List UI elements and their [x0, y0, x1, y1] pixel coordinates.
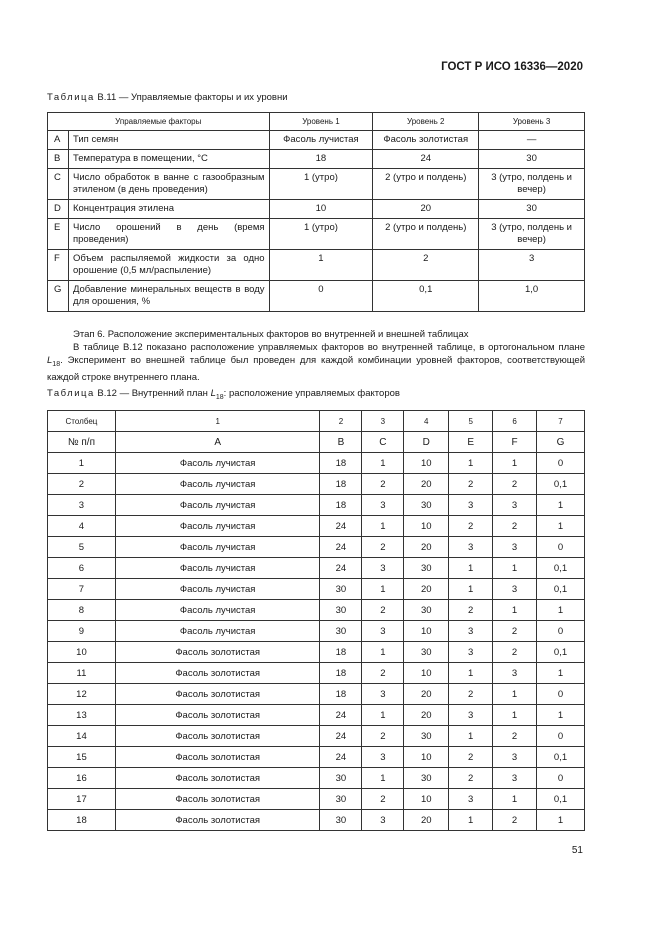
table-cell: 24 — [320, 726, 362, 747]
table-row — [48, 768, 585, 789]
table-cell: 30 — [404, 600, 449, 621]
table-row — [48, 453, 585, 474]
factor-name: Объем распыляемой жидкости за одно орошение (0,5 мл/распыление) — [68, 250, 269, 281]
table-cell: 3 — [449, 621, 493, 642]
table-cell: 2 — [449, 600, 493, 621]
table-cell: 1 — [493, 453, 537, 474]
table-cell: 0,1 — [537, 474, 585, 495]
table-cell: 1 — [362, 768, 404, 789]
stage-6-text — [47, 328, 585, 384]
table-row — [48, 219, 585, 250]
table-b11 — [47, 112, 585, 312]
table-cell: 30 — [320, 579, 362, 600]
table-cell: 30 — [320, 600, 362, 621]
table-cell: 3 — [362, 810, 404, 831]
table-cell: 3 — [493, 747, 537, 768]
table-cell: 3 — [493, 537, 537, 558]
table-cell: 20 — [404, 537, 449, 558]
table-cell: 0,1 — [537, 558, 585, 579]
caption-prefix: Таблица — [47, 92, 95, 103]
table-cell: 24 — [320, 747, 362, 768]
table-cell: 3 — [493, 495, 537, 516]
caption-subscript: 18 — [215, 393, 224, 401]
table-cell: 1 — [537, 663, 585, 684]
table-cell: 2 — [493, 810, 537, 831]
table-b12-column-numbers — [48, 411, 585, 432]
table-row — [48, 663, 585, 684]
table-b11-caption — [47, 92, 288, 103]
table-cell: 3 — [48, 495, 116, 516]
factor-name: Число обработок в ванне с газообразным этиленом (в день проведения) — [68, 169, 269, 200]
level-3-value: 3 (утро, полдень и вечер) — [479, 219, 585, 250]
table-cell: 11 — [48, 663, 116, 684]
table-b12 — [47, 410, 585, 831]
table-row — [48, 150, 585, 169]
table-cell: 30 — [404, 558, 449, 579]
table-cell: 2 — [362, 726, 404, 747]
table-cell: 30 — [404, 726, 449, 747]
caption-pre: B.12 — Внутренний план — [94, 388, 211, 399]
table-cell: 1 — [449, 810, 493, 831]
table-cell: 2 — [493, 474, 537, 495]
table-cell: 2 — [362, 537, 404, 558]
table-cell: 0,1 — [537, 747, 585, 768]
column-letter: A — [115, 432, 320, 453]
table-cell: Фасоль золотистая — [115, 810, 320, 831]
level-3-value: 30 — [479, 150, 585, 169]
plan-subscript: 18 — [52, 360, 61, 368]
table-cell: 12 — [48, 684, 116, 705]
level-3-value: 30 — [479, 200, 585, 219]
table-cell: 2 — [48, 474, 116, 495]
column-letter: B — [320, 432, 362, 453]
level-3-value: 3 (утро, полдень и вечер) — [479, 169, 585, 200]
table-cell: 5 — [48, 537, 116, 558]
table-row — [48, 169, 585, 200]
table-row — [48, 516, 585, 537]
table-cell: 0,1 — [537, 789, 585, 810]
table-cell: 14 — [48, 726, 116, 747]
level-2-value: 20 — [373, 200, 479, 219]
table-cell: 24 — [320, 558, 362, 579]
table-cell: 1 — [493, 600, 537, 621]
table-cell: 1 — [362, 579, 404, 600]
column-letter: № п/п — [48, 432, 116, 453]
column-letter: E — [449, 432, 493, 453]
table-cell: 0,1 — [537, 642, 585, 663]
table-cell: 3 — [362, 747, 404, 768]
table-cell: Фасоль лучистая — [115, 558, 320, 579]
table-cell: 1 — [362, 705, 404, 726]
table-cell: 13 — [48, 705, 116, 726]
column-letter: F — [493, 432, 537, 453]
table-cell: 1 — [48, 453, 116, 474]
table-row — [48, 495, 585, 516]
table-cell: 10 — [404, 747, 449, 768]
table-cell: 18 — [320, 663, 362, 684]
table-row — [48, 747, 585, 768]
stage-6-body — [47, 341, 585, 384]
table-cell: 1 — [493, 789, 537, 810]
level-3-value: — — [479, 131, 585, 150]
table-cell: 1 — [493, 705, 537, 726]
table-row — [48, 684, 585, 705]
header-level-3: Уровень 3 — [479, 113, 585, 131]
table-cell: 2 — [449, 768, 493, 789]
factor-code: G — [48, 281, 69, 312]
factor-code: A — [48, 131, 69, 150]
table-cell: 2 — [493, 516, 537, 537]
level-1-value: 18 — [269, 150, 373, 169]
table-cell: 30 — [404, 768, 449, 789]
table-cell: 6 — [48, 558, 116, 579]
table-row — [48, 810, 585, 831]
table-cell: 30 — [404, 495, 449, 516]
table-cell: Фасоль золотистая — [115, 789, 320, 810]
table-cell: Фасоль лучистая — [115, 579, 320, 600]
level-2-value: 2 (утро и полдень) — [373, 169, 479, 200]
table-cell: 24 — [320, 516, 362, 537]
level-1-value: 0 — [269, 281, 373, 312]
stage-6-title: Этап 6. Расположение экспериментальных факторов во внутренней и внешней таблицах — [73, 329, 469, 340]
table-cell: Фасоль золотистая — [115, 747, 320, 768]
table-cell: 1 — [362, 453, 404, 474]
table-cell: 20 — [404, 474, 449, 495]
table-cell: 20 — [404, 810, 449, 831]
table-cell: 1 — [449, 726, 493, 747]
level-1-value: Фасоль лучистая — [269, 131, 373, 150]
table-cell: 0 — [537, 453, 585, 474]
table-cell: 3 — [362, 621, 404, 642]
table-cell: 17 — [48, 789, 116, 810]
table-cell: 1 — [449, 453, 493, 474]
caption-post: : расположение управляемых факторов — [223, 388, 400, 399]
table-row — [48, 474, 585, 495]
table-cell: Фасоль золотистая — [115, 705, 320, 726]
table-cell: 18 — [320, 495, 362, 516]
table-cell: 18 — [320, 684, 362, 705]
table-cell: 1 — [362, 516, 404, 537]
level-2-value: 24 — [373, 150, 479, 169]
table-cell: 0 — [537, 726, 585, 747]
table-cell: Фасоль лучистая — [115, 621, 320, 642]
table-cell: 1 — [449, 558, 493, 579]
table-cell: 3 — [493, 768, 537, 789]
column-number: 2 — [320, 411, 362, 432]
table-cell: 18 — [320, 453, 362, 474]
table-row — [48, 705, 585, 726]
table-b12-column-letters — [48, 432, 585, 453]
table-b12-caption — [47, 388, 400, 401]
table-cell: 1 — [449, 579, 493, 600]
table-b11-body — [48, 131, 585, 312]
level-1-value: 1 (утро) — [269, 169, 373, 200]
table-cell: 3 — [449, 789, 493, 810]
level-2-value: Фасоль золотистая — [373, 131, 479, 150]
table-cell: 1 — [537, 495, 585, 516]
table-cell: Фасоль лучистая — [115, 516, 320, 537]
document-header: ГОСТ Р ИСО 16336—2020 — [441, 61, 583, 73]
table-cell: 9 — [48, 621, 116, 642]
table-cell: 24 — [320, 537, 362, 558]
table-cell: 24 — [320, 705, 362, 726]
table-cell: 3 — [449, 642, 493, 663]
table-cell: 2 — [449, 747, 493, 768]
table-cell: Фасоль лучистая — [115, 495, 320, 516]
table-cell: Фасоль золотистая — [115, 642, 320, 663]
level-1-value: 10 — [269, 200, 373, 219]
table-cell: 30 — [404, 642, 449, 663]
table-cell: Фасоль лучистая — [115, 474, 320, 495]
table-cell: 1 — [537, 810, 585, 831]
level-2-value: 2 — [373, 250, 479, 281]
table-cell: 16 — [48, 768, 116, 789]
column-number: 6 — [493, 411, 537, 432]
table-cell: 30 — [320, 810, 362, 831]
table-cell: Фасоль золотистая — [115, 726, 320, 747]
table-cell: 10 — [404, 663, 449, 684]
factor-name: Концентрация этилена — [68, 200, 269, 219]
stage-6-body-pre: В таблице В.12 показано расположение управляемых факторов во внутренней таблице, в ортогональном плане — [73, 342, 585, 353]
factor-code: B — [48, 150, 69, 169]
table-row — [48, 558, 585, 579]
table-cell: 1 — [537, 516, 585, 537]
table-row — [48, 250, 585, 281]
table-cell: 10 — [404, 516, 449, 537]
table-cell: 3 — [493, 663, 537, 684]
table-cell: 4 — [48, 516, 116, 537]
table-cell: 8 — [48, 600, 116, 621]
column-number: Столбец — [48, 411, 116, 432]
level-3-value: 1,0 — [479, 281, 585, 312]
column-number: 1 — [115, 411, 320, 432]
table-cell: 15 — [48, 747, 116, 768]
table-cell: 20 — [404, 705, 449, 726]
column-number: 4 — [404, 411, 449, 432]
table-cell: 1 — [449, 663, 493, 684]
table-cell: 2 — [362, 663, 404, 684]
table-cell: 2 — [362, 600, 404, 621]
table-b11-header-row — [48, 113, 585, 131]
level-2-value: 2 (утро и полдень) — [373, 219, 479, 250]
table-cell: 2 — [362, 789, 404, 810]
column-letter: D — [404, 432, 449, 453]
factor-name: Добавление минеральных веществ в воду для орошения, % — [68, 281, 269, 312]
column-letter: G — [537, 432, 585, 453]
table-cell: 0 — [537, 684, 585, 705]
table-cell: 2 — [362, 474, 404, 495]
table-cell: Фасоль золотистая — [115, 768, 320, 789]
stage-6-body-post: . Эксперимент во внешней таблице был проведен для каждой комбинации уровней факторов, соответствующей каждой строке внутреннего плана. — [47, 355, 585, 383]
header-level-2: Уровень 2 — [373, 113, 479, 131]
table-cell: 7 — [48, 579, 116, 600]
factor-name: Тип семян — [68, 131, 269, 150]
column-number: 7 — [537, 411, 585, 432]
caption-text: B.11 — Управляемые факторы и их уровни — [94, 92, 288, 103]
table-row — [48, 621, 585, 642]
table-cell: 1 — [362, 642, 404, 663]
table-row — [48, 642, 585, 663]
table-cell: 0,1 — [537, 579, 585, 600]
page-number: 51 — [571, 845, 583, 856]
table-cell: 0 — [537, 537, 585, 558]
table-cell: 1 — [493, 558, 537, 579]
table-cell: 18 — [48, 810, 116, 831]
table-cell: Фасоль лучистая — [115, 537, 320, 558]
table-cell: Фасоль золотистая — [115, 684, 320, 705]
table-b12-body — [48, 453, 585, 831]
factor-code: E — [48, 219, 69, 250]
table-cell: 1 — [537, 600, 585, 621]
table-cell: Фасоль лучистая — [115, 600, 320, 621]
table-cell: 10 — [48, 642, 116, 663]
plan-symbol: L — [47, 355, 53, 366]
table-row — [48, 789, 585, 810]
table-row — [48, 726, 585, 747]
table-cell: Фасоль лучистая — [115, 453, 320, 474]
table-cell: 30 — [320, 768, 362, 789]
table-row — [48, 281, 585, 312]
table-row — [48, 131, 585, 150]
table-cell: 20 — [404, 579, 449, 600]
table-cell: 3 — [449, 495, 493, 516]
header-level-1: Уровень 1 — [269, 113, 373, 131]
table-cell: 3 — [493, 579, 537, 600]
factor-code: D — [48, 200, 69, 219]
level-3-value: 3 — [479, 250, 585, 281]
level-1-value: 1 (утро) — [269, 219, 373, 250]
table-cell: 18 — [320, 642, 362, 663]
table-cell: 3 — [362, 684, 404, 705]
column-letter: C — [362, 432, 404, 453]
table-row — [48, 200, 585, 219]
factor-code: F — [48, 250, 69, 281]
table-row — [48, 600, 585, 621]
table-cell: 2 — [449, 684, 493, 705]
table-cell: 3 — [362, 495, 404, 516]
column-number: 5 — [449, 411, 493, 432]
table-cell: 0 — [537, 768, 585, 789]
table-cell: 10 — [404, 621, 449, 642]
table-cell: 18 — [320, 474, 362, 495]
header-factors: Управляемые факторы — [48, 113, 270, 131]
caption-symbol: L — [210, 388, 216, 399]
table-cell: 3 — [449, 705, 493, 726]
table-cell: 2 — [449, 516, 493, 537]
level-2-value: 0,1 — [373, 281, 479, 312]
table-cell: 2 — [493, 621, 537, 642]
level-1-value: 1 — [269, 250, 373, 281]
factor-name: Число орошений в день (время проведения) — [68, 219, 269, 250]
table-cell: 2 — [449, 474, 493, 495]
table-cell: 20 — [404, 684, 449, 705]
factor-code: C — [48, 169, 69, 200]
table-cell: 2 — [493, 726, 537, 747]
table-row — [48, 579, 585, 600]
table-row — [48, 537, 585, 558]
factor-name: Температура в помещении, °С — [68, 150, 269, 169]
table-cell: 0 — [537, 621, 585, 642]
column-number: 3 — [362, 411, 404, 432]
table-cell: 3 — [362, 558, 404, 579]
table-cell: 1 — [493, 684, 537, 705]
table-cell: 30 — [320, 621, 362, 642]
table-cell: 10 — [404, 789, 449, 810]
caption-prefix: Таблица — [47, 388, 95, 399]
table-cell: 3 — [449, 537, 493, 558]
table-cell: 2 — [493, 642, 537, 663]
table-cell: 10 — [404, 453, 449, 474]
table-cell: 1 — [537, 705, 585, 726]
table-cell: Фасоль золотистая — [115, 663, 320, 684]
table-cell: 30 — [320, 789, 362, 810]
